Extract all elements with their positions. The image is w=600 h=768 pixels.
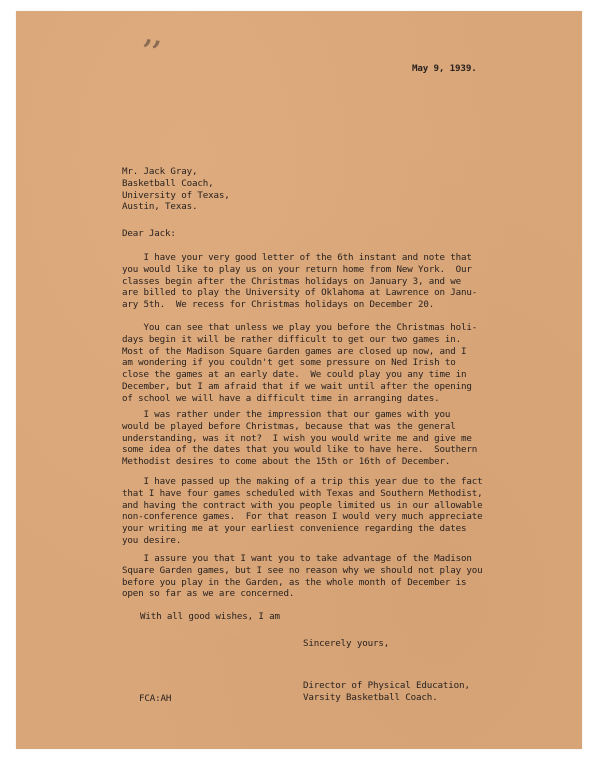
text-line: and having the contract with you people limited us in our allowable <box>122 499 483 511</box>
recipient-address <box>122 166 230 213</box>
text-line: you desire. <box>122 534 182 546</box>
ink-mark: ,, <box>142 19 165 53</box>
signer-line: Director of Physical Education, <box>303 680 470 691</box>
text-line: am wondering if you couldn't get some pressure on Ned Irish to <box>122 357 456 369</box>
body-paragraph-4 <box>122 476 532 547</box>
recipient-line: Mr. Jack Gray, <box>122 166 198 177</box>
text-line: would be played before Christmas, because that was the general <box>122 420 456 432</box>
text-line: ary 5th. We recess for Christmas holidays on December 20. <box>122 299 435 311</box>
text-line: Methodist desires to come about the 15th or 16th of December. <box>122 456 451 468</box>
text-line: open so far as we are concerned. <box>122 588 295 600</box>
text-line: Square Garden games, but I see no reason why we should not play you <box>122 564 483 576</box>
text-line: close the games at an early date. We could play you any time in <box>122 369 467 381</box>
signer-line: Varsity Basketball Coach. <box>303 691 438 703</box>
text-line: I assure you that I want you to take advantage of the Madison <box>122 553 472 564</box>
closing-line: With all good wishes, I am <box>140 611 280 622</box>
text-line: I have your very good letter of the 6th instant and note that <box>122 252 472 263</box>
reference-initials: FCA:AH <box>139 693 172 704</box>
sign-off: Sincerely yours, <box>303 638 390 649</box>
text-line: You can see that unless we play you before the Christmas holi- <box>122 322 478 333</box>
text-line: I have passed up the making of a trip this year due to the fact <box>122 476 483 487</box>
text-line: are billed to play the University of Oklahoma at Lawrence on Janu- <box>122 287 478 299</box>
recipient-line: University of Texas, <box>122 189 230 201</box>
text-line: Most of the Madison Square Garden games are closed up now, and I <box>122 345 467 357</box>
text-line: understanding, was it not? I wish you would write me and give me <box>122 432 472 444</box>
recipient-line: Austin, Texas. <box>122 201 198 213</box>
salutation: Dear Jack: <box>122 228 176 239</box>
text-line: December, but I am afraid that if we wait until after the opening <box>122 380 472 392</box>
body-paragraph-5 <box>122 553 532 600</box>
text-line: that I have four games scheduled with Texas and Southern Methodist, <box>122 487 483 499</box>
text-line: before you play in the Garden, as the whole month of December is <box>122 576 467 588</box>
body-paragraph-1 <box>122 252 532 311</box>
text-line: some idea of the dates that you would like to have here. Southern <box>122 444 478 456</box>
recipient-line: Basketball Coach, <box>122 177 214 189</box>
body-paragraph-2 <box>122 322 532 405</box>
text-line: you would like to play us on your return home from New York. Our <box>122 263 472 275</box>
text-line: I was rather under the impression that our games with you <box>122 409 451 420</box>
text-line: days begin it will be rather difficult to get our two games in. <box>122 333 462 345</box>
signer-title <box>303 680 470 704</box>
text-line: of school we will have a difficult time in arranging dates. <box>122 392 440 404</box>
letter-date: May 9, 1939. <box>412 63 477 74</box>
text-line: your writing me at your earliest convenience regarding the dates <box>122 523 467 535</box>
text-line: non-conference games. For that reason I would very much appreciate <box>122 511 483 523</box>
text-line: classes begin after the Christmas holidays on January 3, and we <box>122 275 462 287</box>
body-paragraph-3 <box>122 409 532 468</box>
